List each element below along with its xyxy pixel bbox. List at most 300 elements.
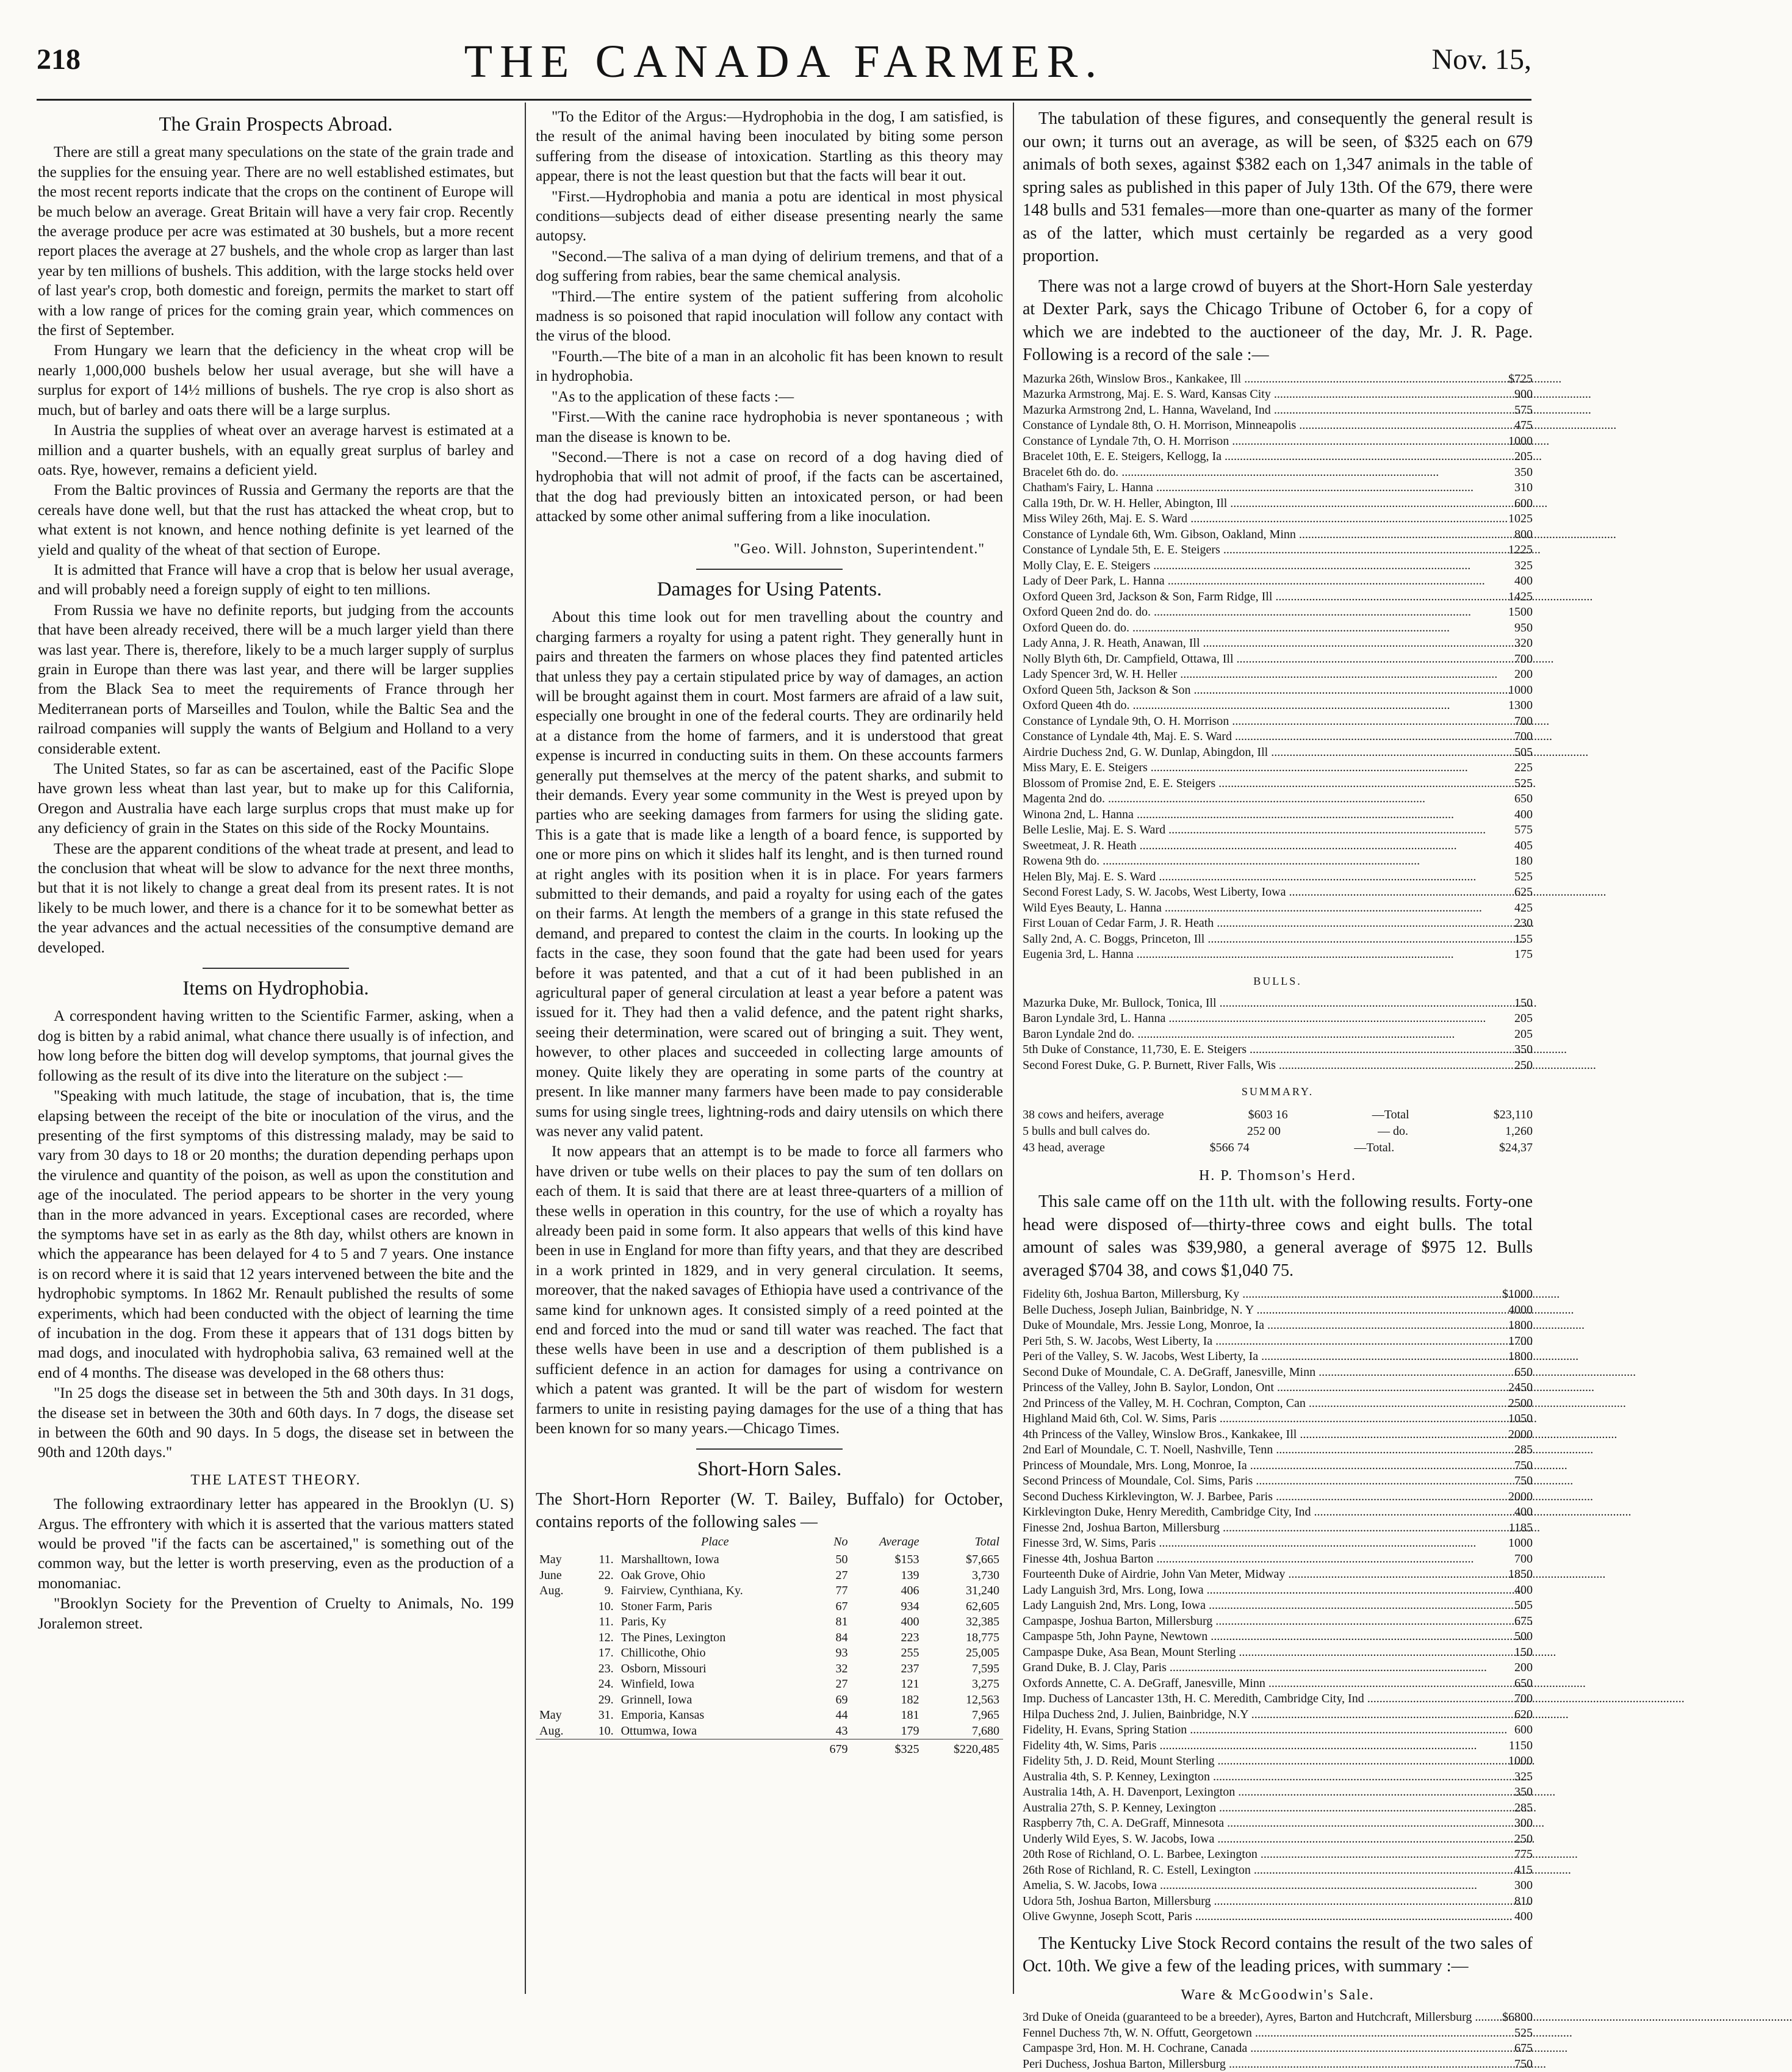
sale-month [536, 1661, 583, 1677]
article-paragraph: It now appears that an attempt is to be made to force all farmers who have driven or tube wells on their places to pay the sum of ten dollars on each of them. It is said that there are at least three-quarters of a million of these wells in operation in this country, for the use of which a royalty has already been paid in some form. It also appears that wells of this kind have been in use in England for more than fifty years, and that they are described in a work printed in 1829, and in very general circulation. It seems, moreover, that the naked savages of Ethiopia have used a contrivance of the same kind for unknown ages. It consisted simply of a reed pointed at the end and forced into the mud or sand till water was reached. The fact that these wells have been in use and a description of them published is a sufficient defence in an action for damages for using a contrivance on which a patent was granted. It will be the part of wisdom for western farmers to unite in resisting paying damages for the use of a thing that has been known for so many years.—Chicago Times. [536, 1143, 1003, 1437]
animal-and-buyer: 3rd Duke of Oneida (guaranteed to be a breeder), Ayres, Barton and Hutchcraft, Millersburg ..... [1023, 2010, 1499, 2026]
price: 505 [1514, 1599, 1533, 1613]
animal-and-buyer: Constance of Lyndale 5th, E. E. Steigers ..... [1023, 542, 1505, 558]
sale-average: 400 [901, 1615, 919, 1629]
sale-average: 181 [901, 1708, 919, 1722]
thomson-sale-row [1023, 1894, 1533, 1910]
bull-sale-row [1023, 1027, 1533, 1043]
sale-number: 77 [835, 1584, 848, 1598]
sale-number: 27 [835, 1677, 848, 1691]
sale-day: 17. [598, 1646, 614, 1660]
cow-sale-row [1023, 869, 1533, 885]
sale-day: 12. [598, 1630, 614, 1644]
sale-number: 69 [835, 1692, 848, 1707]
sale-day: 23. [598, 1661, 614, 1675]
sale-month: Aug. [539, 1584, 564, 1598]
sale-average: 223 [901, 1630, 919, 1644]
cow-sale-row [1023, 636, 1533, 652]
animal-and-buyer: Second Forest Duke, G. P. Burnett, River Falls, Wis ..... [1023, 1058, 1511, 1074]
bull-sale-row [1023, 1058, 1533, 1074]
animal-and-buyer: Calla 19th, Dr. W. H. Heller, Abington, Ill ..... [1023, 496, 1505, 512]
animal-and-buyer: Fennel Duchess 7th, W. N. Offutt, Georgetown ..... [1023, 2026, 1499, 2041]
thomson-sale-row [1023, 1505, 1533, 1520]
letter-paragraph: "Second.—The saliva of a man dying of delirium tremens, and that of a dog suffering from rabies, bear the same chemical analysis. [536, 248, 1003, 285]
sale-number: 81 [835, 1615, 848, 1629]
price: 425 [1514, 901, 1533, 915]
animal-and-buyer: Bracelet 6th do. do. ..... [1023, 465, 1505, 481]
cow-sale-row [1023, 714, 1533, 730]
thomson-sale-row [1023, 1909, 1533, 1925]
animal-and-buyer: Underly Wild Eyes, S. W. Jacobs, Iowa ..... [1023, 1832, 1499, 1847]
letter-paragraph: "Second.—There is not a case on record of a dog having died of hydrophobia that will not admit of proof, if the facts can be ascertained, that the dog had previously bitten an intoxicated person, or had been attacked by some other animal suffering from a like inoculation. [536, 448, 1003, 525]
thomson-sale-row [1023, 1878, 1533, 1894]
article-paragraph: The following extraordinary letter has appeared in the Brooklyn (U. S) Argus. The effrontery with which it is asserted that the various matters stated would be proved "if the facts can be ascertained," is something out of the common way, but the letter is worth preserving, even as the production of a monomaniac. [38, 1496, 514, 1592]
ware-sale-row [1023, 2057, 1533, 2072]
price: 205 [1514, 450, 1533, 463]
letter-paragraph: "First.—With the canine race hydrophobia is never spontaneous ; with man the disease is known to be. [536, 409, 1003, 445]
thomson-sale-row [1023, 1863, 1533, 1879]
thomson-sale-row [1023, 1800, 1533, 1816]
thomson-sale-row [1023, 1427, 1533, 1443]
sale-total: 7,965 [972, 1708, 999, 1722]
price: 475 [1514, 419, 1533, 432]
price: 675 [1514, 2041, 1533, 2056]
thomson-sale-row [1023, 1691, 1533, 1707]
cow-sale-row [1023, 729, 1533, 745]
animal-and-buyer: Airdrie Duchess 2nd, G. W. Dunlap, Abingdon, Ill ..... [1023, 745, 1505, 761]
price: 300 [1514, 1816, 1533, 1830]
price: 700 [1514, 730, 1533, 743]
price: 575 [1514, 823, 1533, 836]
animal-and-buyer: Second Princess of Moundale, Col. Sims, Paris ..... [1023, 1473, 1499, 1489]
animal-and-buyer: Baron Lyndale 2nd do. ..... [1023, 1027, 1511, 1043]
animal-and-buyer: Fidelity 5th, J. D. Reid, Mount Sterling ..... [1023, 1754, 1499, 1769]
cow-sale-row [1023, 776, 1533, 792]
thomson-sale-row [1023, 1722, 1533, 1738]
sale-number: 67 [835, 1599, 848, 1613]
letter-paragraph: "Third.—The entire system of the patient suffering from alcoholic madness is so poisoned that rapid inoculation will follow any contact with the virus of the blood. [536, 288, 1003, 345]
price: 310 [1514, 481, 1533, 494]
animal-and-buyer: Raspberry 7th, C. A. DeGraff, Minnesota ..... [1023, 1816, 1499, 1832]
animal-and-buyer: Oxford Queen 2nd do. do. ..... [1023, 605, 1505, 621]
animal-and-buyer: Finesse 4th, Joshua Barton ..... [1023, 1552, 1499, 1567]
animal-and-buyer: 20th Rose of Richland, O. L. Barbee, Lexington ..... [1023, 1847, 1499, 1863]
animal-and-buyer: Constance of Lyndale 8th, O. H. Morrison, Minneapolis ..... [1023, 418, 1505, 434]
summary-sep: —Total. [1354, 1140, 1395, 1154]
price: 400 [1514, 1583, 1533, 1597]
patents-article [536, 608, 1003, 1439]
sale-day: 22. [598, 1568, 614, 1582]
animal-and-buyer: 5th Duke of Constance, 11,730, E. E. Steigers ..... [1023, 1042, 1511, 1058]
animal-and-buyer: Fourteenth Duke of Airdrie, John Van Meter, Midway ..... [1023, 1567, 1499, 1583]
animal-and-buyer: Second Forest Lady, S. W. Jacobs, West Liberty, Iowa ..... [1023, 885, 1505, 901]
sale-average: 121 [901, 1677, 919, 1691]
cow-sale-row [1023, 916, 1533, 932]
article-paragraph: The United States, so far as can be ascertained, east of the Pacific Slope have grown less wheat than last year, but to make up for this California, Oregon and Australia have each large surplus crops that must make up for any deficiency of grain in the States on this side of the Rocky Mountains. [38, 761, 514, 837]
thomson-sale-row [1023, 1318, 1533, 1334]
price: 350 [1514, 1043, 1533, 1057]
dexter-bulls-table [1023, 996, 1533, 1074]
issue-date: Nov. 15, [1431, 43, 1531, 76]
animal-and-buyer: Mazurka Armstrong, Maj. E. S. Ward, Kansas City ..... [1023, 387, 1505, 403]
sale-month [536, 1677, 583, 1692]
letter-paragraph: "To the Editor of the Argus:—Hydrophobia in the dog, I am satisfied, is the result of the animal having been inoculated by biting some person suffering from the disease of intoxication. Startling as this theory may appear, there is not the least question but that the facts will bear it out. [536, 109, 1003, 185]
sale-total: 32,385 [966, 1615, 999, 1629]
price: 650 [1514, 1676, 1533, 1690]
ware-sale-row [1023, 2041, 1533, 2057]
price: 525 [1514, 869, 1533, 883]
animal-and-buyer: Chatham's Fairy, L. Hanna ..... [1023, 480, 1505, 496]
thomson-sale-row [1023, 1785, 1533, 1800]
price: 2450 [1508, 1381, 1533, 1395]
sale-day: 29. [598, 1692, 614, 1707]
animal-and-buyer: 2nd Princess of the Valley, M. H. Cochran, Compton, Can ..... [1023, 1396, 1499, 1412]
animal-and-buyer: Fidelity 6th, Joshua Barton, Millersburg, Ky ..... [1023, 1287, 1499, 1303]
price: 2000 [1508, 1427, 1533, 1441]
sale-day: 11. [599, 1615, 614, 1629]
animal-and-buyer: Grand Duke, B. J. Clay, Paris ..... [1023, 1660, 1499, 1676]
col-place: Place [701, 1534, 729, 1549]
summary-heading: SUMMARY. [1241, 1085, 1314, 1098]
price: 1050 [1508, 1412, 1533, 1426]
thomson-sale-row [1023, 1473, 1533, 1489]
animal-and-buyer: Lady Languish 3rd, Mrs. Long, Iowa ..... [1023, 1583, 1499, 1599]
cow-sale-row [1023, 885, 1533, 901]
sale-place: Winfield, Iowa [621, 1677, 694, 1691]
cow-sale-row [1023, 589, 1533, 605]
price: 1000 [1508, 683, 1533, 697]
animal-and-buyer: Lady of Deer Park, L. Hanna ..... [1023, 574, 1505, 589]
cow-sale-row [1023, 605, 1533, 621]
animal-and-buyer: Second Duchess Kirklevington, W. J. Barbee, Paris ..... [1023, 1489, 1499, 1505]
summary-total: 1,260 [1505, 1124, 1533, 1138]
animal-and-buyer: Helen Bly, Maj. E. S. Ward ..... [1023, 869, 1505, 885]
animal-and-buyer: Oxford Queen 5th, Jackson & Son ..... [1023, 683, 1505, 699]
sale-number: 50 [835, 1553, 848, 1567]
animal-and-buyer: Blossom of Promise 2nd, E. E. Steigers ..... [1023, 776, 1505, 792]
thomson-sale-row [1023, 1660, 1533, 1676]
sale-total: $7,665 [966, 1553, 999, 1567]
cow-sale-row [1023, 652, 1533, 667]
sale-total: 7,595 [972, 1661, 999, 1675]
price: $725 [1508, 372, 1533, 386]
thomson-sale-row [1023, 1629, 1533, 1645]
sale-day: 10. [598, 1724, 614, 1738]
price: 400 [1514, 1505, 1533, 1519]
animal-and-buyer: 2nd Earl of Moundale, C. T. Noell, Nashville, Tenn ..... [1023, 1442, 1499, 1458]
animal-and-buyer: Australia 14th, A. H. Davenport, Lexington ..... [1023, 1785, 1499, 1800]
thomson-sale-row [1023, 1365, 1533, 1381]
letter-signature: "Geo. Will. Johnston, Superintendent." [733, 541, 985, 557]
thomson-sale-row [1023, 1583, 1533, 1599]
article-paragraph: From the Baltic provinces of Russia and Germany the reports are that the cereals have done well, but that the rust has attacked the wheat crop, but to what extent is not known, and hence nothing definite is yet learned of the yield and quality of the wheat of that section of Europe. [38, 482, 514, 558]
sale-day: 24. [598, 1677, 614, 1691]
sale-place: Stoner Farm, Paris [621, 1599, 713, 1613]
price: 400 [1514, 574, 1533, 588]
cow-sale-row [1023, 434, 1533, 450]
price: 600 [1514, 1723, 1533, 1737]
price: 775 [1514, 1847, 1533, 1862]
thomson-herd-heading: H. P. Thomson's Herd. [1199, 1167, 1356, 1184]
thomson-sale-row [1023, 1816, 1533, 1832]
cow-sale-row [1023, 760, 1533, 776]
animal-and-buyer: Constance of Lyndale 9th, O. H. Morrison ..... [1023, 714, 1505, 730]
animal-and-buyer: Miss Mary, E. E. Steigers ..... [1023, 760, 1505, 776]
sales-table-row [536, 1677, 1003, 1692]
sale-total: 31,240 [966, 1584, 999, 1598]
sale-month [536, 1692, 583, 1708]
cow-sale-row [1023, 807, 1533, 823]
animal-and-buyer: Lady Languish 2nd, Mrs. Long, Iowa ..... [1023, 1598, 1499, 1614]
article-paragraph: From Hungary we learn that the deficiency in the wheat crop will be nearly 1,000,000 bushels below her usual average, but she will have a surplus for export of 14½ millions of bushels. The rye crop is also short as much, but of barley and oats there will be a large surplus. [38, 342, 514, 419]
animal-and-buyer: Amelia, S. W. Jacobs, Iowa ..... [1023, 1878, 1499, 1894]
cow-sale-row [1023, 791, 1533, 807]
animal-and-buyer: Campaspe, Joshua Barton, Millersburg ..... [1023, 1614, 1499, 1630]
bull-sale-row [1023, 1011, 1533, 1027]
letter-paragraph: "As to the application of these facts :— [552, 388, 794, 405]
cow-sale-row [1023, 449, 1533, 465]
cow-sale-row [1023, 387, 1533, 403]
sale-number: 27 [835, 1568, 848, 1582]
sales-table-row [536, 1630, 1003, 1646]
section-divider [696, 1448, 843, 1450]
price: 650 [1514, 1365, 1533, 1379]
animal-and-buyer: Bracelet 10th, E. E. Steigers, Kellogg, Ia ..... [1023, 449, 1505, 465]
animal-and-buyer: Oxfords Annette, C. A. DeGraff, Janesville, Minn ..... [1023, 1676, 1499, 1692]
price: 175 [1514, 948, 1533, 961]
price: 620 [1514, 1707, 1533, 1721]
price: 650 [1514, 792, 1533, 805]
newspaper-title: THE CANADA FARMER. [464, 36, 1104, 87]
price: 1800 [1508, 1350, 1533, 1364]
summary-row [1023, 1107, 1533, 1123]
sale-average: $153 [894, 1553, 919, 1567]
price: 285 [1514, 1800, 1533, 1815]
ware-table [1023, 2010, 1533, 2072]
sale-month [536, 1599, 583, 1615]
sale-place: Fairview, Cynthiana, Ky. [621, 1584, 743, 1598]
animal-and-buyer: Constance of Lyndale 4th, Maj. E. S. Ward ..... [1023, 729, 1505, 745]
dexter-cows-table [1023, 372, 1533, 963]
price: 180 [1514, 854, 1533, 868]
price: 1300 [1508, 699, 1533, 712]
sale-place: Paris, Ky [621, 1615, 667, 1629]
price: 625 [1514, 885, 1533, 899]
animal-and-buyer: Sally 2nd, A. C. Boggs, Princeton, Ill ..... [1023, 932, 1505, 948]
animal-and-buyer: Finesse 3rd, W. Sims, Paris ..... [1023, 1536, 1499, 1552]
cow-sale-row [1023, 947, 1533, 963]
sale-place: Emporia, Kansas [621, 1708, 705, 1722]
latest-theory-heading: THE LATEST THEORY. [190, 1472, 361, 1488]
price: 230 [1514, 916, 1533, 930]
thomson-sale-row [1023, 1552, 1533, 1567]
sale-total: 3,275 [972, 1677, 999, 1691]
cow-sale-row [1023, 901, 1533, 916]
sales-table-row [536, 1583, 1003, 1599]
animal-and-buyer: Baron Lyndale 3rd, L. Hanna ..... [1023, 1011, 1511, 1027]
article-paragraph: "Brooklyn Society for the Prevention of Cruelty to Animals, No. 199 Joralemon street. [38, 1595, 514, 1632]
sale-place: Chillicothe, Ohio [621, 1646, 706, 1660]
sale-place: Ottumwa, Iowa [621, 1724, 697, 1738]
kentucky-paragraph: The Kentucky Live Stock Record contains the result of the two sales of Oct. 10th. We give a few of the leading prices, with summary :— [1023, 1934, 1533, 1976]
price: 300 [1514, 1879, 1533, 1893]
price: 225 [1514, 761, 1533, 774]
animal-and-buyer: Udora 5th, Joshua Barton, Millersburg ..... [1023, 1894, 1499, 1910]
price: 810 [1514, 1894, 1533, 1908]
total-number: 679 [813, 1739, 851, 1758]
cow-sale-row [1023, 838, 1533, 854]
page-number: 218 [37, 43, 81, 76]
sale-place: Grinnell, Iowa [621, 1692, 693, 1707]
animal-and-buyer: Eugenia 3rd, L. Hanna ..... [1023, 947, 1505, 963]
sales-table-row [536, 1568, 1003, 1584]
thomson-intro: This sale came off on the 11th ult. with the following results. Forty-one head were disposed of—thirty-three cows and eight bulls. The total amount of sales was $39,980, a general average of $975 12. Bulls averaged $704 38, and cows $1,040 75. [1023, 1192, 1533, 1280]
price: 1150 [1508, 1738, 1533, 1752]
grain-prospects-article [38, 143, 514, 958]
summary-avg: $566 74 [1209, 1140, 1250, 1154]
summary-label: 38 cows and heifers, average [1023, 1107, 1164, 1121]
price: 1185 [1508, 1520, 1533, 1534]
thomson-sale-row [1023, 1676, 1533, 1692]
sale-month [536, 1614, 583, 1630]
thomson-sale-row [1023, 1738, 1533, 1754]
price: 900 [1514, 387, 1533, 401]
animal-and-buyer: Magenta 2nd do. ..... [1023, 791, 1505, 807]
animal-and-buyer: Constance of Lyndale 6th, Wm. Gibson, Oakland, Minn ..... [1023, 527, 1505, 543]
thomson-sale-row [1023, 1411, 1533, 1427]
price: 250 [1514, 1058, 1533, 1072]
grand-total: $220,485 [923, 1739, 1003, 1758]
cow-sale-row [1023, 542, 1533, 558]
price: 1000 [1508, 434, 1533, 448]
article-paragraph: In Austria the supplies of wheat over an average harvest is estimated at a million and a quarter bushels, with an equally great surplus of barley and oats. Rye, however, remains a deficient yield. [38, 422, 514, 478]
thomson-sale-row [1023, 1645, 1533, 1661]
animal-and-buyer: 4th Princess of the Valley, Winslow Bros., Kankakee, Ill ..... [1023, 1427, 1499, 1443]
cow-sale-row [1023, 372, 1533, 387]
price: 750 [1514, 1474, 1533, 1488]
thomson-sale-row [1023, 1536, 1533, 1552]
column-divider-2 [1013, 103, 1014, 1994]
animal-and-buyer: Campaspe Duke, Asa Bean, Mount Sterling ..... [1023, 1645, 1499, 1661]
price: 700 [1514, 1692, 1533, 1706]
sale-average: 255 [901, 1646, 919, 1660]
sale-average: 139 [901, 1568, 919, 1582]
sale-month [536, 1646, 583, 1661]
animal-and-buyer: Fidelity 4th, W. Sims, Paris ..... [1023, 1738, 1499, 1754]
sale-total: 3,730 [972, 1568, 999, 1582]
masthead-rule [37, 99, 1531, 101]
article-paragraph: "In 25 dogs the disease set in between the 5th and 30th days. In 31 dogs, the disease set in between the 30th and 60th days. In 7 dogs, the disease set in between the 60th and 90 days. In 5 dogs, the disease set in between the 90th and 120th days." [38, 1385, 514, 1461]
sale-total: 62,605 [966, 1599, 999, 1613]
thomson-sale-row [1023, 1349, 1533, 1365]
thomson-sale-row [1023, 1287, 1533, 1303]
animal-and-buyer: Rowena 9th do. ..... [1023, 854, 1505, 869]
sale-month: June [539, 1568, 562, 1582]
sale-day: 31. [598, 1708, 614, 1722]
price: 1025 [1508, 512, 1533, 525]
animal-and-buyer: Nolly Blyth 6th, Dr. Campfield, Ottawa, Ill ..... [1023, 652, 1505, 667]
thomson-sale-row [1023, 1442, 1533, 1458]
patents-heading: Damages for Using Patents. [657, 578, 882, 600]
animal-and-buyer: Peri 5th, S. W. Jacobs, West Liberty, Ia ..... [1023, 1334, 1499, 1350]
summary-total: $23,110 [1493, 1107, 1533, 1121]
summary-total: $24,37 [1499, 1140, 1533, 1154]
price: 1850 [1508, 1567, 1533, 1581]
price: $1000 [1502, 1287, 1533, 1301]
sale-average: 934 [901, 1599, 919, 1613]
price: 750 [1514, 2057, 1533, 2071]
sale-number: 43 [835, 1724, 848, 1738]
price: 800 [1514, 527, 1533, 541]
column-divider-1 [525, 103, 526, 1994]
grain-prospects-heading: The Grain Prospects Abroad. [159, 113, 393, 135]
animal-and-buyer: 26th Rose of Richland, R. C. Estell, Lexington ..... [1023, 1863, 1499, 1879]
animal-and-buyer: Second Duke of Moundale, C. A. DeGraff, Janesville, Minn ..... [1023, 1365, 1499, 1381]
cow-sale-row [1023, 854, 1533, 869]
animal-and-buyer: Lady Anna, J. R. Heath, Anawan, Ill ..... [1023, 636, 1505, 652]
thomson-sale-row [1023, 1614, 1533, 1630]
cow-sale-row [1023, 527, 1533, 543]
sale-total: 12,563 [966, 1692, 999, 1707]
sale-number: 32 [835, 1661, 848, 1675]
animal-and-buyer: First Louan of Cedar Farm, J. R. Heath ..... [1023, 916, 1505, 932]
cow-sale-row [1023, 574, 1533, 589]
sales-table-row [536, 1614, 1003, 1630]
price: 1225 [1508, 543, 1533, 556]
latest-theory-article [38, 1495, 514, 1634]
thomson-sale-row [1023, 1769, 1533, 1785]
price: 200 [1514, 1661, 1533, 1675]
sale-month [536, 1630, 583, 1646]
price: 205 [1514, 1027, 1533, 1041]
article-paragraph: "Speaking with much latitude, the stage of incubation, that is, the time elapsing between the receipt of the bite or inoculation of the virus, and the presenting of the first symptoms of this distressing malady, may be said to vary from 30 days to 18 or 20 months; the duration depending perhaps upon the virulence and quantity of the poison, as well as upon the constitution and age of the inoculated. The period appears to be shorter in the very young than in the more advanced in years. Exceptional cases are recorded, where the symptoms have set in as early as the 8th day, whilst others are known in which the appearance has been delayed for 4 to 5 and 7 years. One instance is on record where it is said that 12 years intervened between the bite and the hydrophobic symptoms. In 1862 Mr. Renault published the results of some experiments, which had been conducted with the object of learning the time of incubation in the dog. From these it appears that of 131 dogs bitten by mad dogs, and inoculated with hydrophobia saliva, 63 remained well at the end of 4 months. The disease was developed in the 68 others thus: [38, 1088, 514, 1381]
animal-and-buyer: Campaspe 3rd, Hon. M. H. Cochrane, Canada ..... [1023, 2041, 1499, 2057]
price: 500 [1514, 1630, 1533, 1644]
dexter-park-paragraph: There was not a large crowd of buyers at the Short-Horn Sale yesterday at Dexter Park, says the Chicago Tribune of October 6, for a copy of which we are indebted to the auctioneer of the day, Mr. J. R. Page. Following is a record of the sale :— [1023, 276, 1533, 364]
thomson-table [1023, 1287, 1533, 1925]
price: 2000 [1508, 1489, 1533, 1503]
summary-sep: —Total [1372, 1107, 1409, 1121]
shorthorn-intro: The Short-Horn Reporter (W. T. Bailey, Buffalo) for October, contains reports of the following sales — [536, 1489, 1003, 1532]
cow-sale-row [1023, 480, 1533, 496]
cow-sale-row [1023, 683, 1533, 699]
article-paragraph: From Russia we have no definite reports, but judging from the accounts that have been already received, there will be a much larger yield than there was last year. There is, therefore, likely to be a much larger supply of surplus grain in Europe than there was last year, and there will be larger supplies from the Black Sea to meet the requirements of France through her Mediterranean ports of Marseilles and Toulon, while the Baltic Sea and the railroad companies will supply the wants of Belgium and Holland to a very considerable extent. [38, 602, 514, 757]
thomson-sale-row [1023, 1832, 1533, 1847]
thomson-sale-row [1023, 1707, 1533, 1723]
cow-sale-row [1023, 418, 1533, 434]
col-total: Total [974, 1534, 999, 1549]
summary-avg: 252 00 [1247, 1124, 1281, 1138]
price: 405 [1514, 838, 1533, 852]
sales-total-row [536, 1739, 1003, 1758]
hydrophobia-heading: Items on Hydrophobia. [182, 977, 369, 1000]
animal-and-buyer: Miss Wiley 26th, Maj. E. S. Ward ..... [1023, 511, 1505, 527]
price: 1500 [1508, 605, 1533, 619]
section-divider [696, 569, 843, 570]
animal-and-buyer: Princess of Moundale, Mrs. Long, Monroe, Ia ..... [1023, 1458, 1499, 1474]
animal-and-buyer: Wild Eyes Beauty, L. Hanna ..... [1023, 901, 1505, 916]
sales-table-row [536, 1599, 1003, 1615]
article-paragraph: There are still a great many speculations on the state of the grain trade and the supplies for the ensuing year. There are no well established estimates, but the most recent reports indicate that the crops on the continent of Europe will be much below an average. Great Britain will have a very fair crop. Recently the average produce per acre was estimated at 30 bushels, but a more recent report places the average at 27 bushels, and the whole crop as larger than last year by ten millions of bushels. This addition, with the large stocks held over of last year's crop, both domestic and foreign, permits the market to start off with a low range of prices for the coming grain year, which commences on the first of September. [38, 144, 514, 339]
sale-day: 9. [604, 1584, 614, 1598]
animal-and-buyer: Molly Clay, E. E. Steigers ..... [1023, 558, 1505, 574]
letter-paragraph: "Fourth.—The bite of a man in an alcoholic fit has been known to result in hydrophobia. [536, 348, 1003, 385]
thomson-sale-row [1023, 1520, 1533, 1536]
sale-total: 25,005 [966, 1646, 999, 1660]
thomson-sale-row [1023, 1754, 1533, 1769]
animal-and-buyer: Mazurka 26th, Winslow Bros., Kankakee, Ill ..... [1023, 372, 1505, 387]
price: 525 [1514, 2026, 1533, 2040]
